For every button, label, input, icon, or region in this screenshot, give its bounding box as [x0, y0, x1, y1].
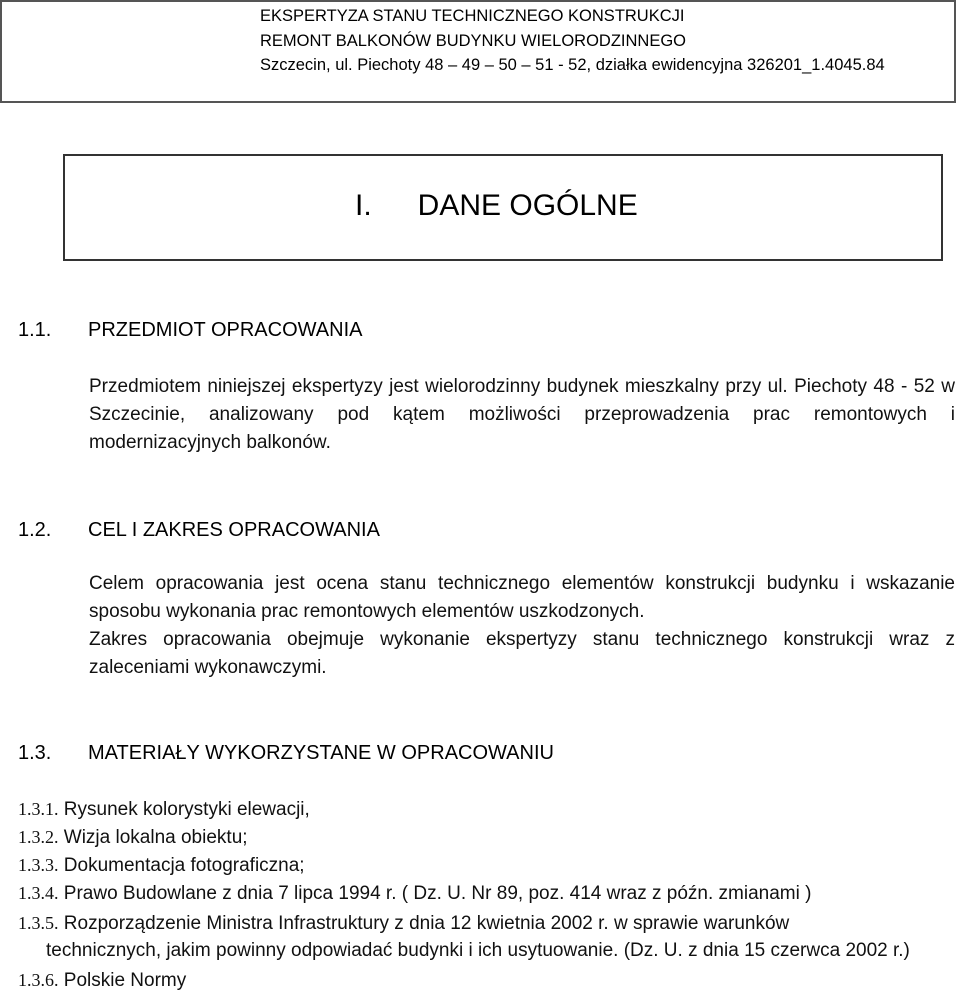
section-heading-text: MATERIAŁY WYKORZYSTANE W OPRACOWANIU: [88, 742, 554, 764]
list-item-text: Rozporządzenie Ministra Infrastruktury z dnia 12 kwietnia 2002 r. w sprawie warunków: [63, 913, 790, 934]
list-item-number: 1.3.3.: [18, 855, 59, 875]
list-item-text: Dokumentacja fotograficzna;: [63, 855, 305, 876]
chapter-title-text: DANE OGÓLNE: [417, 189, 638, 222]
section-paragraph: Zakres opracowania obejmuje wykonanie ekspertyzy stanu technicznego konstrukcji wraz z zaleceniami wykonawczymi.: [89, 629, 955, 678]
section-heading: [18, 740, 554, 766]
list-item: [18, 823, 956, 852]
section-number: 1.1.: [18, 319, 52, 341]
list-item-number: 1.3.6.: [18, 970, 59, 990]
header-address-line: Szczecin, ul. Piechoty 48 – 49 – 50 – 51 - 52, działka ewidencyjna 326201_1.4045.84: [260, 56, 885, 74]
list-item: [18, 795, 956, 824]
section-heading: [18, 317, 362, 343]
header-subtitle-line: REMONT BALKONÓW BUDYNKU WIELORODZINNEGO: [260, 32, 686, 50]
list-item-text: Rysunek kolorystyki elewacji,: [63, 799, 310, 820]
list-item-number: 1.3.5.: [18, 913, 59, 933]
section-heading-text: PRZEDMIOT OPRACOWANIA: [88, 319, 363, 341]
list-item-text: Wizja lokalna obiektu;: [63, 827, 248, 848]
section-heading-text: CEL I ZAKRES OPRACOWANIA: [88, 519, 380, 541]
list-item-text: Polskie Normy: [63, 970, 187, 991]
list-item-number: 1.3.2.: [18, 827, 59, 847]
section-heading: [18, 517, 380, 543]
list-item: [18, 909, 956, 938]
section-number: 1.2.: [18, 519, 52, 541]
section-paragraph: Celem opracowania jest ocena stanu technicznego elementów konstrukcji budynku i wskazanie sposobu wykonania prac remontowych elementów uszkodzonych.: [89, 573, 955, 622]
list-item-number: 1.3.4.: [18, 883, 59, 903]
list-item: [18, 851, 956, 880]
list-item: [18, 966, 956, 995]
list-item-text: Prawo Budowlane z dnia 7 lipca 1994 r. ( Dz. U. Nr 89, poz. 414 wraz z późn. zmianami ): [63, 883, 812, 904]
section-paragraph: Przedmiotem niniejszej ekspertyzy jest wielorodzinny budynek mieszkalny przy ul. Piechoty 48 - 52 w Szczecinie, analizowany pod kątem możliwości przeprowadzenia prac remontowych i modernizacyjnych balkonów.: [89, 376, 955, 453]
chapter-title: [355, 188, 638, 224]
list-item-number: 1.3.1.: [18, 799, 59, 819]
list-item: [18, 879, 956, 908]
section-number: 1.3.: [18, 742, 52, 764]
header-title-line: EKSPERTYZA STANU TECHNICZNEGO KONSTRUKCJI: [260, 7, 685, 25]
list-item-continuation: technicznych, jakim powinny odpowiadać budynki i ich usytuowanie. (Dz. U. z dnia 15 czerwca 2002 r.): [46, 940, 910, 961]
chapter-number: I.: [355, 189, 372, 222]
